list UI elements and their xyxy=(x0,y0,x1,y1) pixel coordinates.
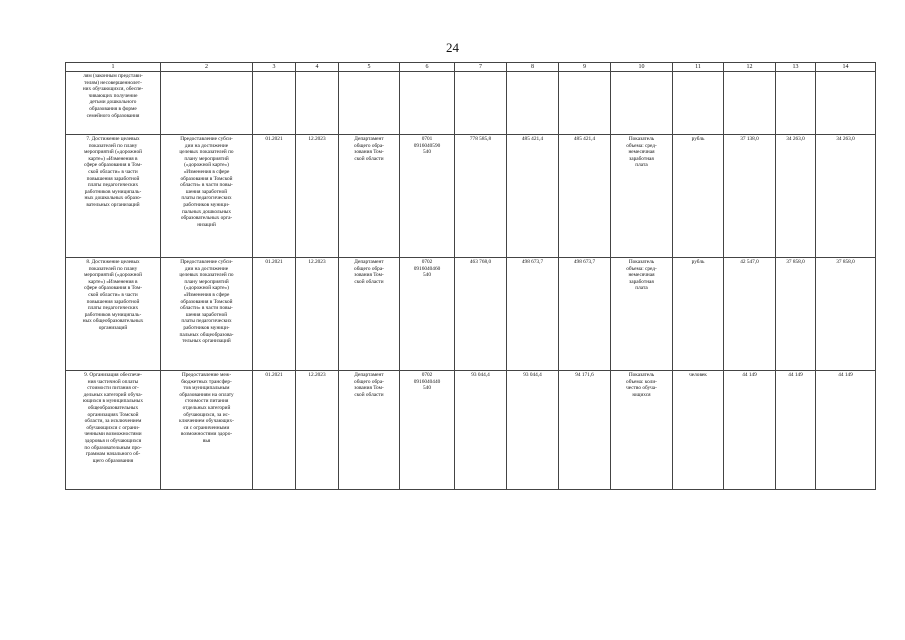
column-number: 6 xyxy=(400,63,455,72)
amount-year-cell: 498 673,7 xyxy=(507,258,559,371)
indicator-value-cell: 42 547,0 xyxy=(724,258,776,371)
measure-name-cell: 8. Достижение целевых показателей по плану мероприятий («дорожной карте») «Изменения в сфере образования в Том- ской области» в части повышения заработной платы педагогических работников муниципаль- ных общеобразовательных организаций xyxy=(66,258,161,371)
table-row xyxy=(66,371,876,490)
amount-year-cell: 485 421,4 xyxy=(559,135,611,258)
measure-description-cell: Предоставление субси- дии на достижение целевых показателей по плану мероприятий («дорожной карте») «Изменения в сфере образования в Томской области» в части повы- шения заработной платы педагогических работников муници- пальных общеобразова- тельных организаций xyxy=(161,258,253,371)
start-date-cell: 01.2021 xyxy=(253,135,296,258)
table-row xyxy=(66,258,876,371)
unit-cell: рубль xyxy=(673,258,724,371)
table-row xyxy=(66,135,876,258)
measure-description-cell: Предоставление меж- бюджетных трансфер- тов муниципальным образованиям на оплату стоимости питания отдельных категорий обучающихся, за ис- ключением обучающих- ся с ограниченными возможностями здоро- вья xyxy=(161,371,253,490)
column-number: 3 xyxy=(253,63,296,72)
program-table xyxy=(65,62,876,490)
indicator-cell: Показатель объема: сред- немесячная заработная плата xyxy=(611,135,673,258)
column-number: 7 xyxy=(455,63,507,72)
indicator-cell: Показатель объема: сред- немесячная заработная плата xyxy=(611,258,673,371)
column-number-row xyxy=(66,63,876,72)
indicator-value-cell: 34 263,0 xyxy=(816,135,876,258)
column-number: 9 xyxy=(559,63,611,72)
indicator-value-cell: 44 149 xyxy=(776,371,816,490)
executor-cell: Департамент общего обра- зования Том- ской области xyxy=(339,258,400,371)
indicator-value-cell: 37 858,0 xyxy=(776,258,816,371)
indicator-value-cell: 37 858,0 xyxy=(816,258,876,371)
column-number: 5 xyxy=(339,63,400,72)
end-date-cell: 12.2023 xyxy=(296,371,339,490)
column-number: 12 xyxy=(724,63,776,72)
column-number: 14 xyxy=(816,63,876,72)
amount-year-cell: 93 044,4 xyxy=(507,371,559,490)
indicator-cell: Показатель объема: коли- чество обуча- ющихся xyxy=(611,371,673,490)
end-date-cell: 12.2023 xyxy=(296,258,339,371)
amount-total-cell: 93 044,4 xyxy=(455,371,507,490)
amount-year-cell: 94 171,6 xyxy=(559,371,611,490)
indicator-value-cell: 44 149 xyxy=(724,371,776,490)
column-number: 8 xyxy=(507,63,559,72)
indicator-value-cell: 37 138,0 xyxy=(724,135,776,258)
column-number: 1 xyxy=(66,63,161,72)
measure-name-cell: лям (законным представи- телям) несовершеннолет- них обучающихся, обеспе- чивающих получение детьми дошкольного образования в форме семейного образования xyxy=(66,72,161,135)
column-number: 13 xyxy=(776,63,816,72)
executor-cell: Департамент общего обра- зования Том- ской области xyxy=(339,371,400,490)
column-number: 2 xyxy=(161,63,253,72)
budget-code-cell: 0701 0916040590 540 xyxy=(400,135,455,258)
measure-name-cell: 9. Организация обеспече- ния частичной оплаты стоимости питания от- дельных категорий обуча- ющихся в муниципальных общеобразовательных организациях Томской области, за исключением обучающихся с ограни- ченными возможностями здоровья и обучающихся по образовательным про- граммам начального об- щего образования xyxy=(66,371,161,490)
column-number: 4 xyxy=(296,63,339,72)
unit-cell: человек xyxy=(673,371,724,490)
unit-cell: рубль xyxy=(673,135,724,258)
measure-description-cell: Предоставление субси- дии на достижение целевых показателей по плану мероприятий («дорожной карте») «Изменения в сфере образования в Томской области» в части повы- шения заработной платы педагогических работников муници- пальных дошкольных образовательных орга- низаций xyxy=(161,135,253,258)
end-date-cell: 12.2023 xyxy=(296,135,339,258)
table-row-continuation xyxy=(66,72,876,135)
amount-total-cell: 778 585,8 xyxy=(455,135,507,258)
page-number: 24 xyxy=(446,40,459,55)
indicator-value-cell: 34 263,0 xyxy=(776,135,816,258)
indicator-value-cell: 44 149 xyxy=(816,371,876,490)
executor-cell: Департамент общего обра- зования Том- ской области xyxy=(339,135,400,258)
start-date-cell: 01.2021 xyxy=(253,371,296,490)
budget-code-cell: 0702 0916040460 540 xyxy=(400,258,455,371)
column-number: 11 xyxy=(673,63,724,72)
amount-year-cell: 498 673,7 xyxy=(559,258,611,371)
start-date-cell: 01.2021 xyxy=(253,258,296,371)
amount-total-cell: 463 768,0 xyxy=(455,258,507,371)
column-number: 10 xyxy=(611,63,673,72)
measure-name-cell: 7. Достижение целевых показателей по плану мероприятий («дорожной карте») «Изменения в сфере образования в Том- ской области» в части повышения заработной платы педагогических работников муниципаль- ных дошкольных образо- вательных организаций xyxy=(66,135,161,258)
amount-year-cell: 485 421,4 xyxy=(507,135,559,258)
budget-code-cell: 0702 0916040440 540 xyxy=(400,371,455,490)
